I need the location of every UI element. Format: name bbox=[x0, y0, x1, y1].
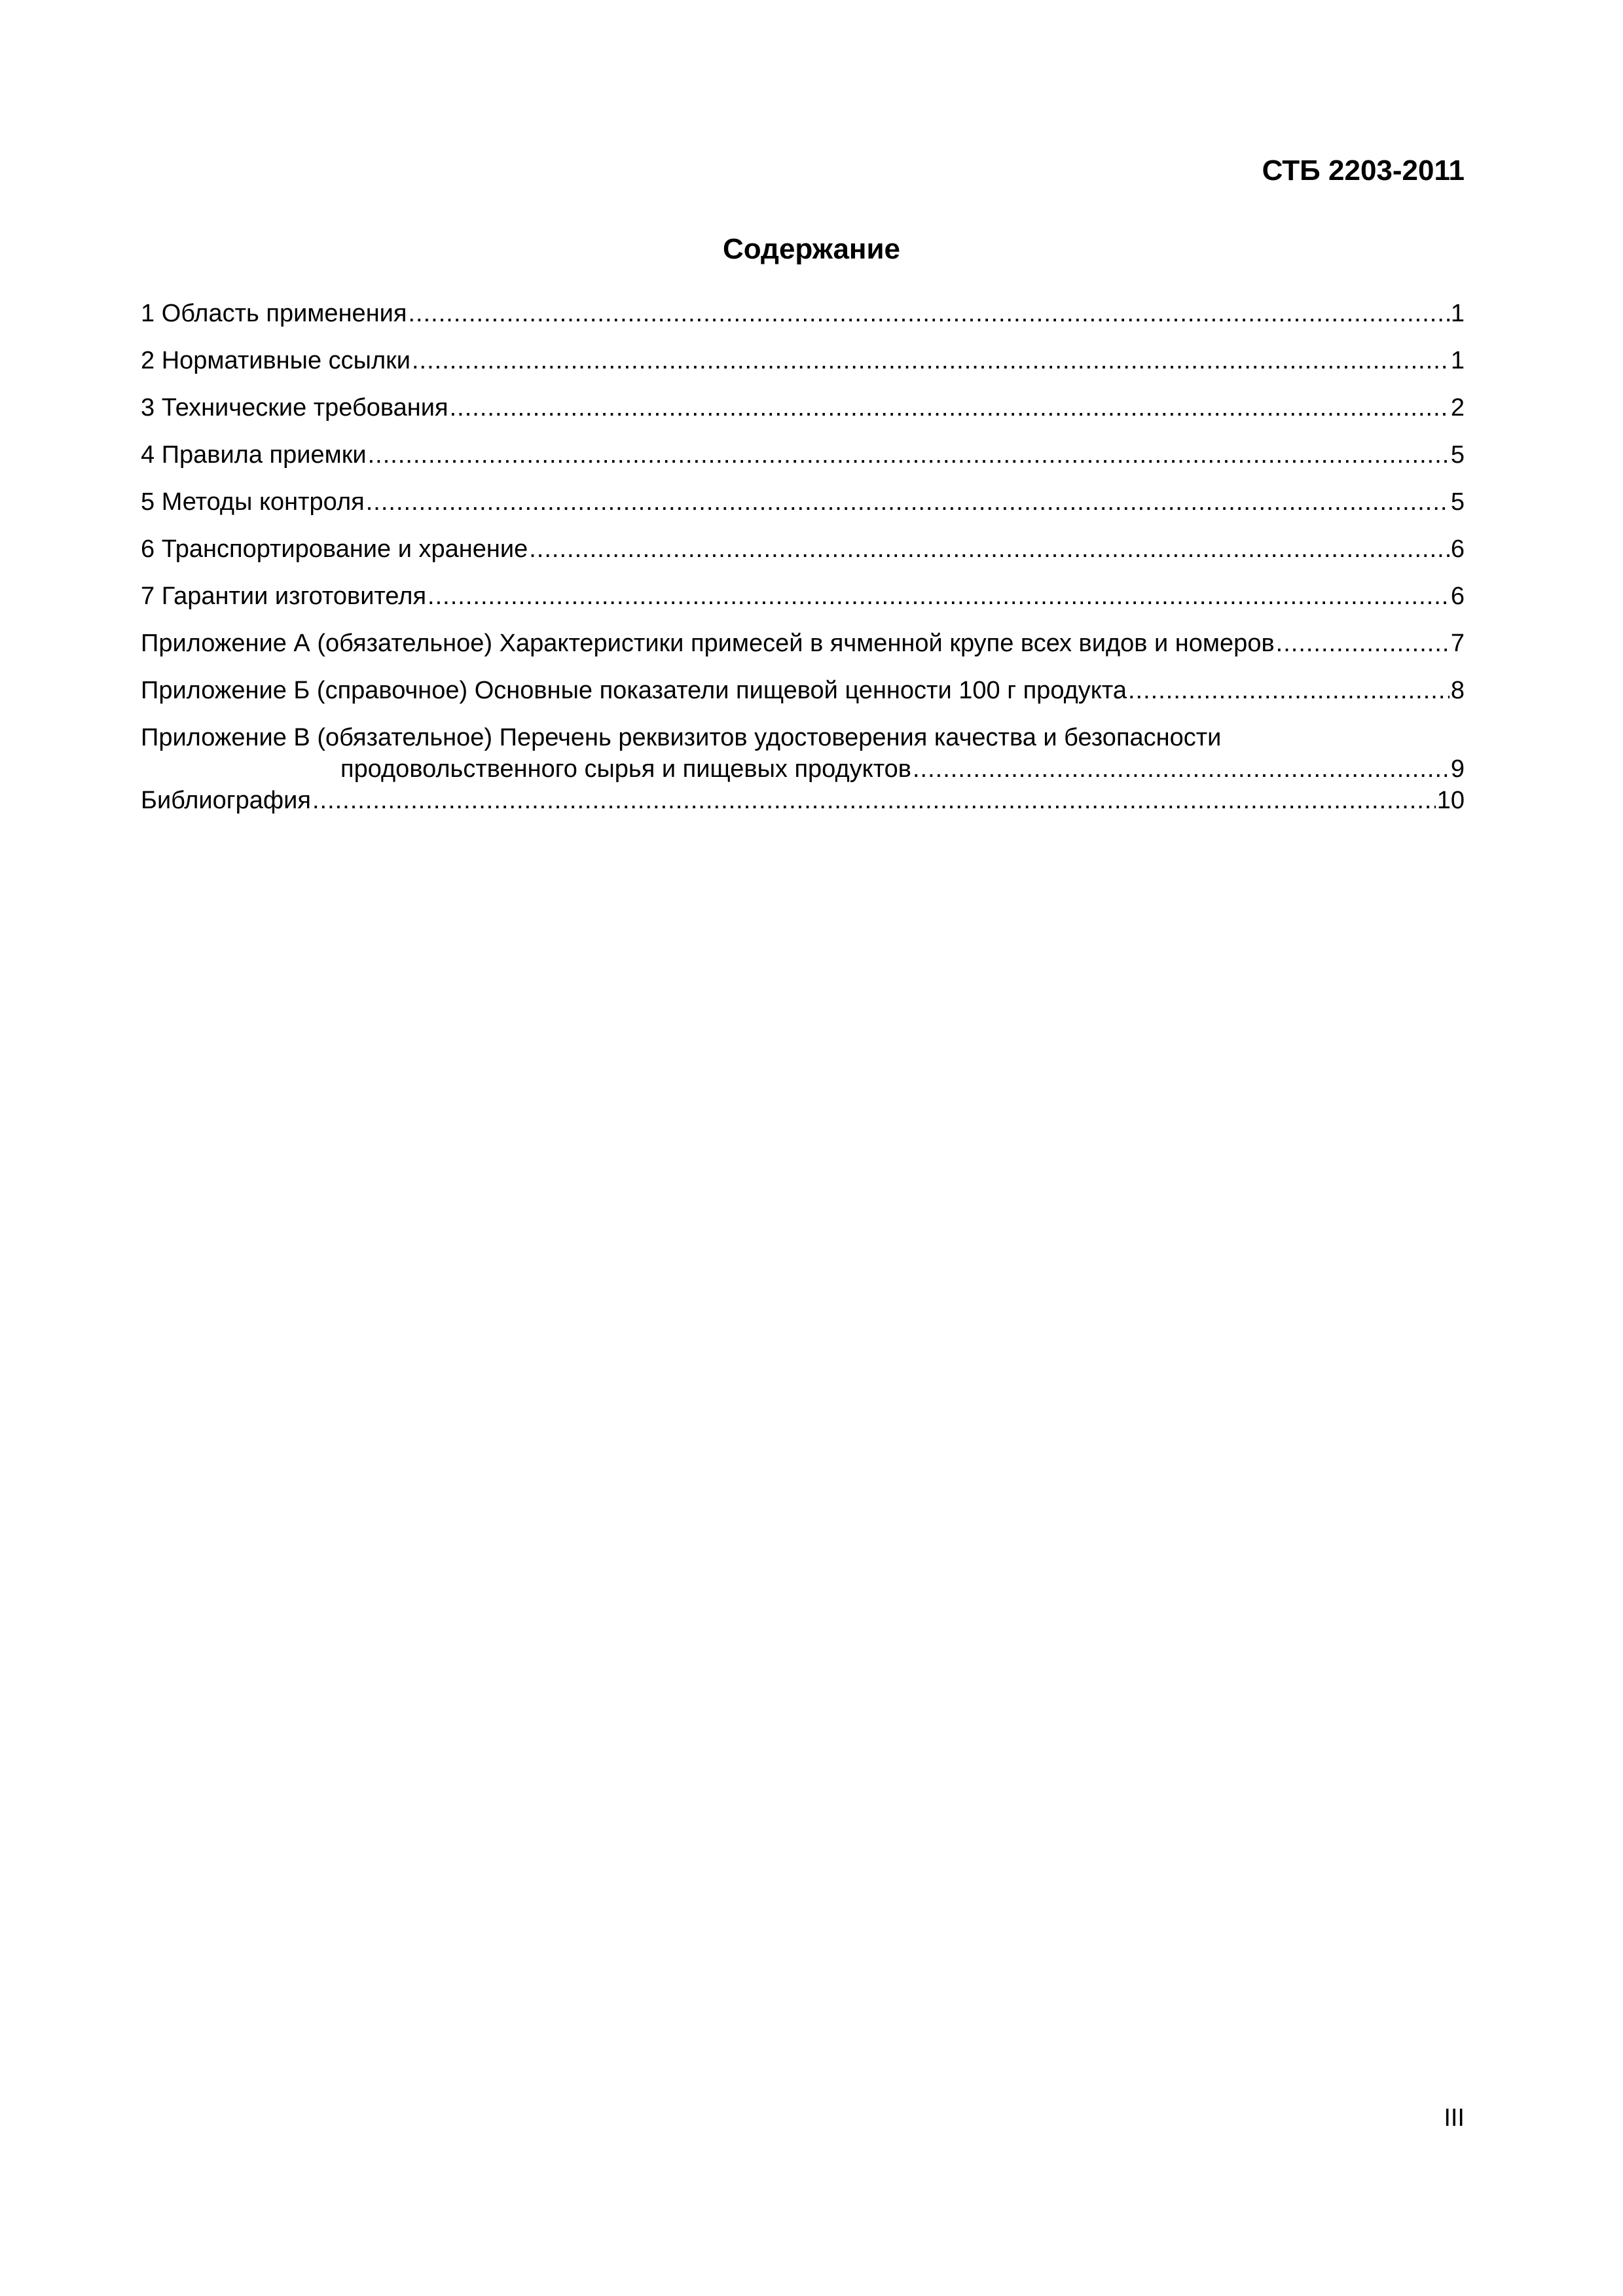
toc-item-label: 6 Транспортирование и хранение bbox=[141, 535, 528, 563]
toc-item-page: 2 bbox=[1450, 394, 1465, 422]
toc-item-page: 5 bbox=[1450, 441, 1465, 469]
toc-item-label: Приложение Б (справочное) Основные показатели пищевой ценности 100 г продукта bbox=[141, 677, 1127, 704]
toc-item-label: 7 Гарантии изготовителя bbox=[141, 583, 427, 610]
toc-item-page: 7 bbox=[1450, 630, 1465, 657]
toc-item-label: 1 Область применения bbox=[141, 300, 407, 327]
table-of-contents bbox=[141, 298, 1465, 816]
toc-title: Содержание bbox=[722, 233, 901, 265]
toc-item-page: 6 bbox=[1450, 583, 1465, 610]
toc-item[interactable] bbox=[141, 439, 1465, 471]
toc-item-label: 5 Методы контроля bbox=[141, 488, 365, 516]
toc-item-page: 1 bbox=[1450, 300, 1465, 327]
toc-leader-dots bbox=[529, 533, 1450, 565]
toc-leader-dots bbox=[368, 439, 1450, 471]
toc-leader-dots bbox=[1276, 628, 1450, 659]
toc-item-label: 2 Нормативные ссылки bbox=[141, 347, 410, 374]
toc-leader-dots bbox=[428, 581, 1450, 612]
toc-item-label: 4 Правила приемки bbox=[141, 441, 367, 469]
toc-item-page: 10 bbox=[1436, 787, 1465, 814]
toc-item[interactable] bbox=[141, 533, 1465, 565]
page-number: III bbox=[1444, 2104, 1465, 2132]
toc-leader-dots bbox=[412, 345, 1450, 376]
toc-item-page: 8 bbox=[1450, 677, 1465, 704]
toc-item-label-line1: Приложение В (обязательное) Перечень реквизитов удостоверения качества и безопасности bbox=[141, 724, 1222, 751]
toc-leader-dots bbox=[450, 392, 1450, 423]
toc-item-label: Библиография bbox=[141, 787, 311, 814]
document-code: СТБ 2203-2011 bbox=[1262, 154, 1465, 187]
toc-item[interactable] bbox=[141, 392, 1465, 423]
toc-leader-dots bbox=[408, 298, 1449, 329]
toc-leader-dots bbox=[1128, 675, 1450, 706]
toc-item[interactable] bbox=[141, 345, 1465, 376]
toc-item-page: 6 bbox=[1450, 535, 1465, 563]
toc-item-label: 3 Технические требования bbox=[141, 394, 448, 422]
toc-item[interactable] bbox=[141, 628, 1465, 659]
toc-item[interactable] bbox=[141, 722, 1465, 785]
toc-leader-dots bbox=[366, 486, 1450, 518]
toc-item-page: 5 bbox=[1450, 488, 1465, 516]
toc-item-page: 9 bbox=[1450, 755, 1465, 783]
toc-item[interactable] bbox=[141, 581, 1465, 612]
toc-item[interactable] bbox=[141, 298, 1465, 329]
toc-item[interactable] bbox=[141, 785, 1465, 816]
toc-item[interactable] bbox=[141, 675, 1465, 706]
toc-item-label-line2: продовольственного сырья и пищевых продуктов bbox=[340, 755, 911, 783]
toc-item-page: 1 bbox=[1450, 347, 1465, 374]
toc-item-label: Приложение А (обязательное) Характеристики примесей в ячменной крупе всех видов и номеров bbox=[141, 630, 1275, 657]
toc-item[interactable] bbox=[141, 486, 1465, 518]
toc-leader-dots bbox=[312, 785, 1436, 816]
toc-leader-dots bbox=[913, 753, 1450, 785]
